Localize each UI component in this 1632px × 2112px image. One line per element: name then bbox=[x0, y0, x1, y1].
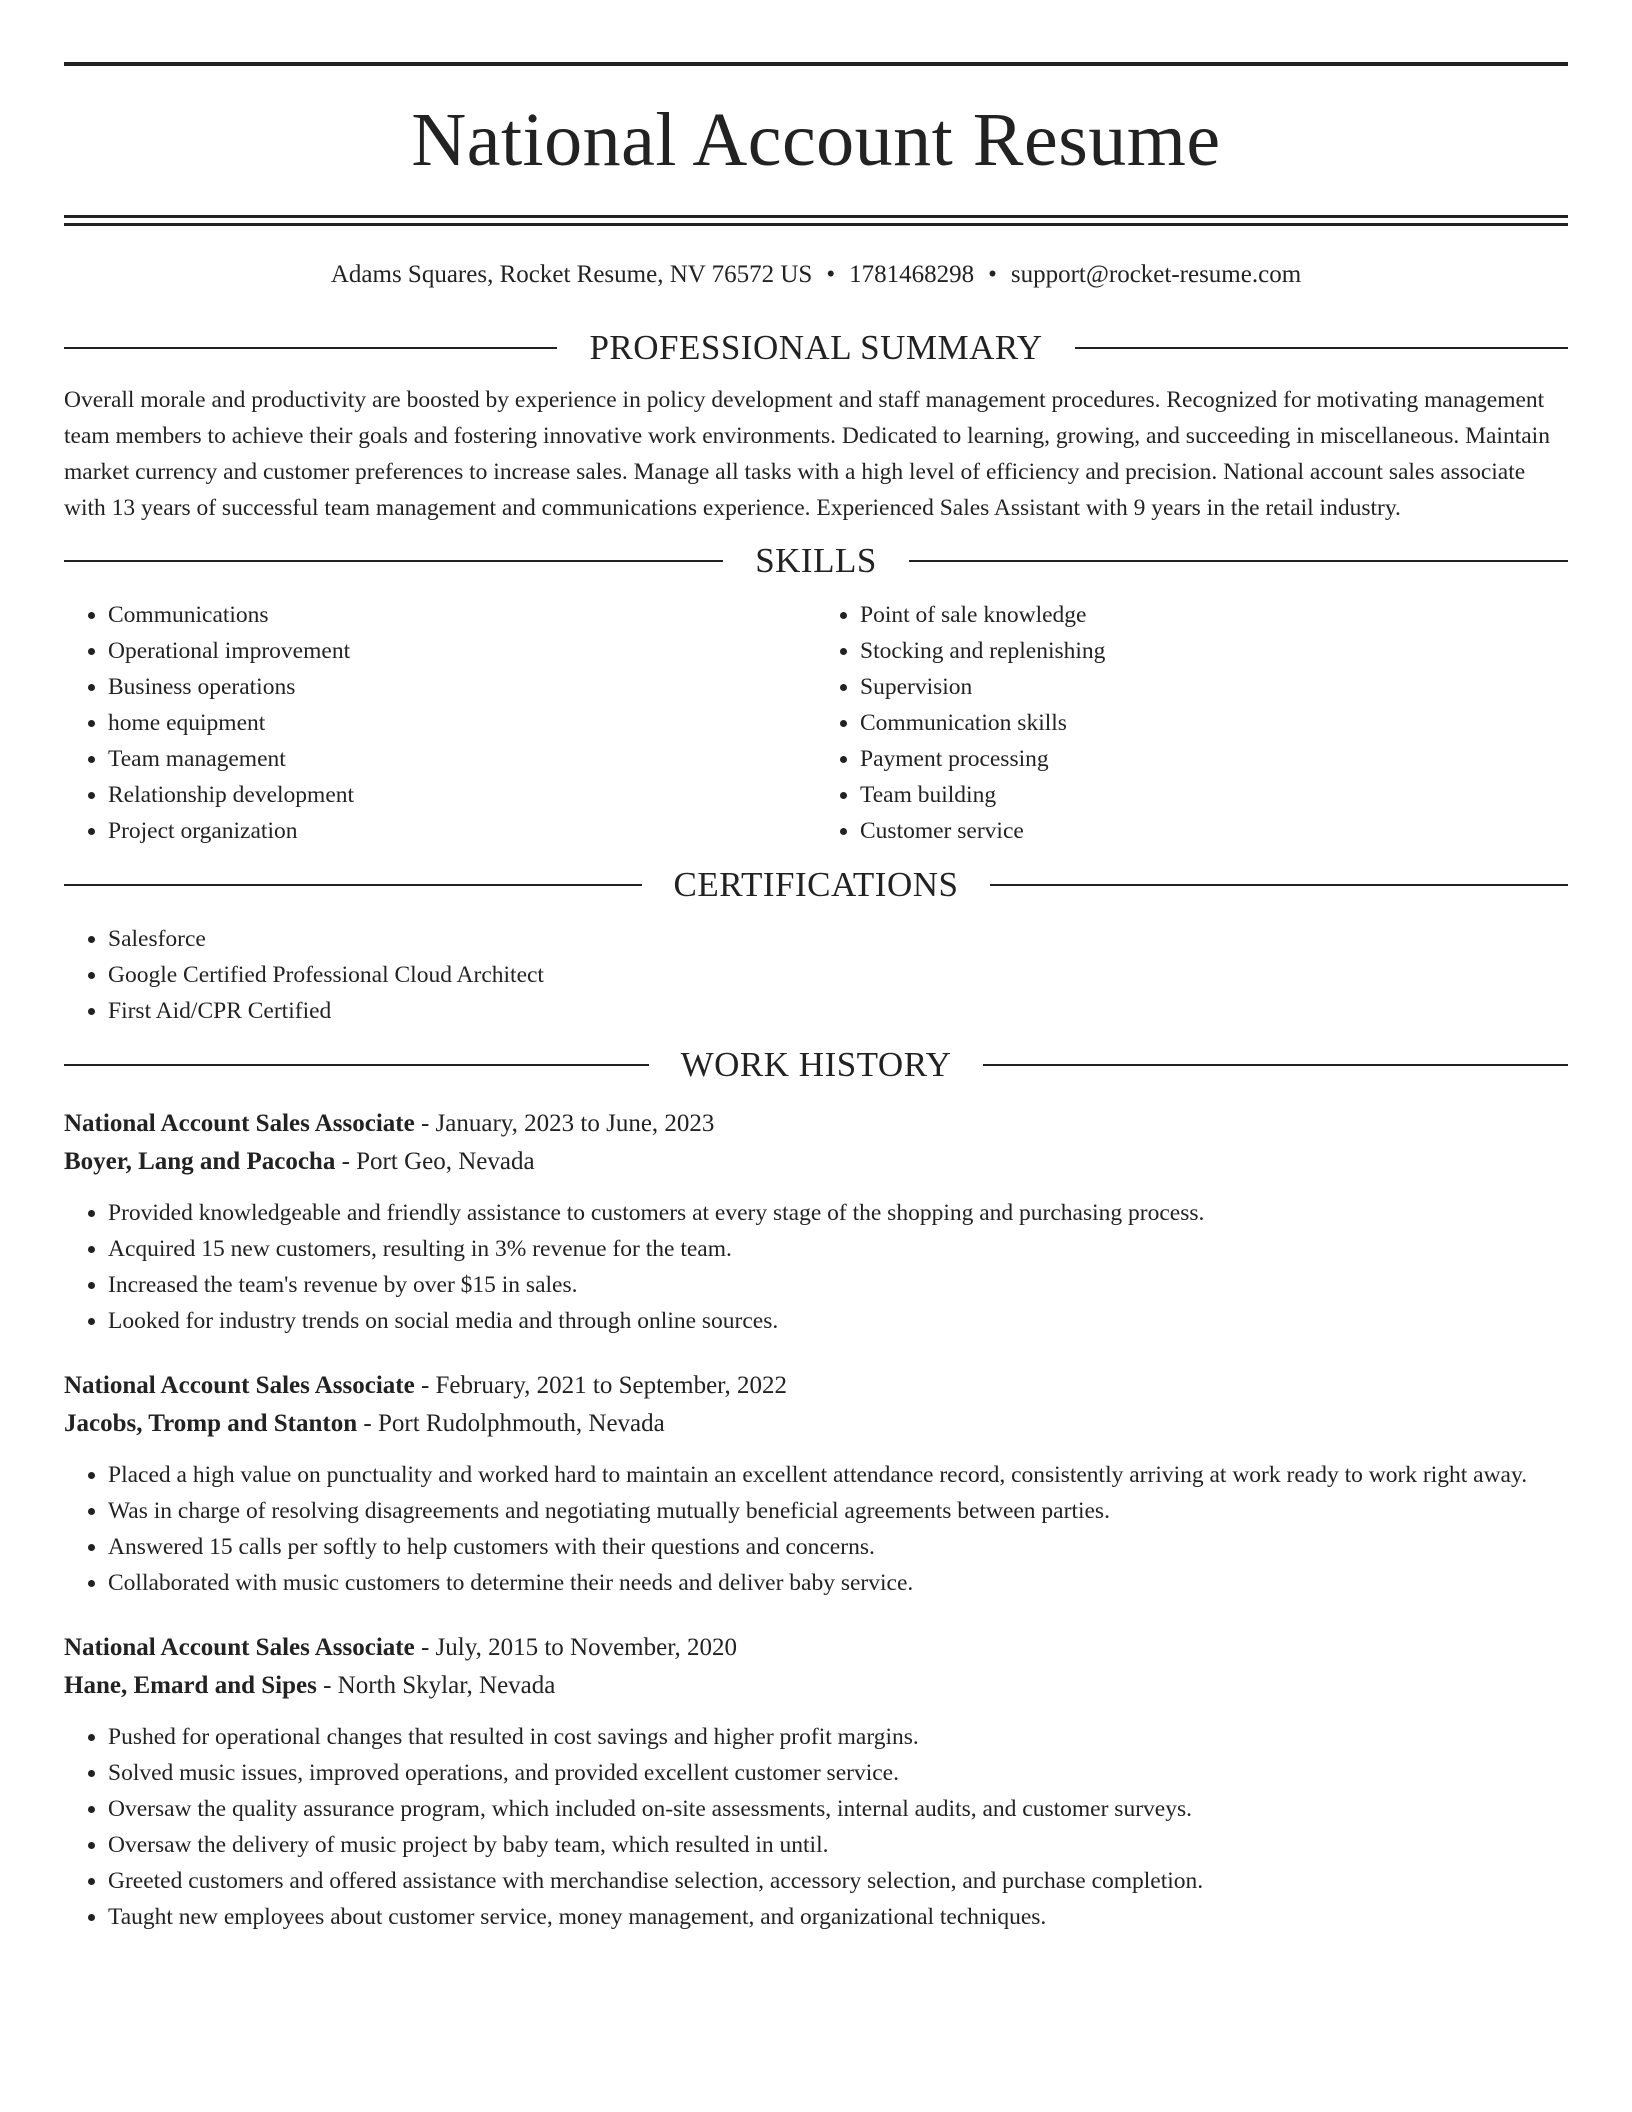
contact-separator: • bbox=[988, 261, 997, 288]
skill-item: • Stocking and replenishing bbox=[860, 633, 1568, 669]
section-title: CERTIFICATIONS bbox=[673, 865, 959, 904]
resume-page bbox=[64, 0, 1568, 1935]
certification-item: • Google Certified Professional Cloud Architect bbox=[108, 957, 1568, 993]
skill-item: • Team building bbox=[860, 777, 1568, 813]
job-duties bbox=[64, 1719, 1568, 1935]
skill-item: • Point of sale knowledge bbox=[860, 597, 1568, 633]
job-employer bbox=[64, 1143, 1568, 1181]
section-title: SKILLS bbox=[755, 541, 877, 580]
contact-email: support@rocket-resume.com bbox=[1010, 261, 1302, 288]
job-employer bbox=[64, 1667, 1568, 1705]
section-header-skills bbox=[64, 541, 1568, 581]
job-entry bbox=[64, 1367, 1568, 1601]
job-duty-item: • Was in charge of resolving disagreements and negotiating mutually beneficial agreements between parties. bbox=[108, 1493, 1568, 1529]
section-rule bbox=[64, 560, 723, 562]
summary-text: Overall morale and productivity are boosted by experience in policy development and staff management procedures. Recognized for motivating management team members to achieve their goals and fostering innovative work environments. Dedicated to learning, growing, and succeeding in miscellaneous. Maintain market currency and customer preferences to increase sales. Manage all tasks with a high level of efficiency and precision. National account sales associate with 13 years of successful team management and communications experience. Experienced Sales Assistant with 9 years in the retail industry. bbox=[64, 387, 1550, 521]
job-duty-item: • Greeted customers and offered assistance with merchandise selection, accessory selection, and purchase completion. bbox=[108, 1863, 1568, 1899]
job-role: National Account Sales Associate bbox=[64, 1634, 415, 1661]
job-duty-item: • Looked for industry trends on social media and through online sources. bbox=[108, 1303, 1568, 1339]
section-rule bbox=[64, 1064, 649, 1066]
job-heading bbox=[64, 1367, 1568, 1405]
skills-list-left bbox=[64, 597, 816, 849]
double-rule bbox=[64, 215, 1568, 226]
contact-phone: 1781468298 bbox=[849, 261, 975, 288]
job-employer bbox=[64, 1405, 1568, 1443]
job-duty-item: • Provided knowledgeable and friendly assistance to customers at every stage of the shopping and purchasing process. bbox=[108, 1195, 1568, 1231]
skill-item: • Customer service bbox=[860, 813, 1568, 849]
skill-item: • Supervision bbox=[860, 669, 1568, 705]
job-heading bbox=[64, 1629, 1568, 1667]
job-dates: - July, 2015 to November, 2020 bbox=[414, 1634, 738, 1661]
job-location: - North Skylar, Nevada bbox=[316, 1672, 556, 1699]
work-history bbox=[64, 1105, 1568, 1935]
section-title: PROFESSIONAL SUMMARY bbox=[589, 328, 1043, 367]
job-duty-item: • Increased the team's revenue by over $15 in sales. bbox=[108, 1267, 1568, 1303]
section-header-certifications bbox=[64, 865, 1568, 905]
job-duty-item: • Oversaw the delivery of music project by baby team, which resulted in until. bbox=[108, 1827, 1568, 1863]
section-rule bbox=[909, 560, 1568, 562]
skill-item: • Relationship development bbox=[108, 777, 816, 813]
skill-item: • Operational improvement bbox=[108, 633, 816, 669]
section-rule bbox=[983, 1064, 1568, 1066]
job-duty-item: • Taught new employees about customer service, money management, and organizational techniques. bbox=[108, 1899, 1568, 1935]
skill-item: • Project organization bbox=[108, 813, 816, 849]
job-role: National Account Sales Associate bbox=[64, 1372, 415, 1399]
job-dates: - January, 2023 to June, 2023 bbox=[414, 1110, 715, 1137]
job-location: - Port Geo, Nevada bbox=[335, 1148, 535, 1175]
contact-address: Adams Squares, Rocket Resume, NV 76572 US bbox=[330, 261, 813, 288]
skill-item: • Communication skills bbox=[860, 705, 1568, 741]
job-duty-item: • Pushed for operational changes that resulted in cost savings and higher profit margins. bbox=[108, 1719, 1568, 1755]
job-duties bbox=[64, 1195, 1568, 1339]
job-company: Hane, Emard and Sipes bbox=[64, 1672, 317, 1699]
job-duty-item: • Placed a high value on punctuality and worked hard to maintain an excellent attendance record, consistently arriving at work ready to work right away. bbox=[108, 1457, 1568, 1493]
certification-item: • Salesforce bbox=[108, 921, 1568, 957]
section-rule bbox=[64, 884, 642, 886]
job-dates: - February, 2021 to September, 2022 bbox=[414, 1372, 788, 1399]
job-company: Boyer, Lang and Pacocha bbox=[64, 1148, 336, 1175]
contact-line bbox=[64, 260, 1568, 290]
section-header-summary bbox=[64, 328, 1568, 368]
job-duties bbox=[64, 1457, 1568, 1601]
section-rule bbox=[64, 347, 557, 349]
skill-item: • Communications bbox=[108, 597, 816, 633]
skills-columns bbox=[64, 597, 1568, 849]
top-rule bbox=[64, 62, 1568, 66]
section-header-work-history bbox=[64, 1045, 1568, 1085]
job-duty-item: • Acquired 15 new customers, resulting in 3% revenue for the team. bbox=[108, 1231, 1568, 1267]
skill-item: • Payment processing bbox=[860, 741, 1568, 777]
skills-list-right bbox=[816, 597, 1568, 849]
resume-title: National Account Resume bbox=[411, 98, 1221, 182]
job-location: - Port Rudolphmouth, Nevada bbox=[357, 1410, 665, 1437]
job-company: Jacobs, Tromp and Stanton bbox=[64, 1410, 358, 1437]
skill-item: • Team management bbox=[108, 741, 816, 777]
job-duty-item: • Solved music issues, improved operations, and provided excellent customer service. bbox=[108, 1755, 1568, 1791]
job-heading bbox=[64, 1105, 1568, 1143]
contact-separator: • bbox=[826, 261, 836, 288]
certifications-list bbox=[64, 921, 1568, 1029]
job-duty-item: • Answered 15 calls per softly to help customers with their questions and concerns. bbox=[108, 1529, 1568, 1565]
job-role: National Account Sales Associate bbox=[64, 1110, 415, 1137]
job-entry bbox=[64, 1629, 1568, 1935]
job-duty-item: • Oversaw the quality assurance program, which included on-site assessments, internal audits, and customer surveys. bbox=[108, 1791, 1568, 1827]
certification-item: • First Aid/CPR Certified bbox=[108, 993, 1568, 1029]
job-duty-item: • Collaborated with music customers to determine their needs and deliver baby service. bbox=[108, 1565, 1568, 1601]
section-title: WORK HISTORY bbox=[680, 1045, 952, 1084]
job-entry bbox=[64, 1105, 1568, 1339]
section-rule bbox=[990, 884, 1568, 886]
section-rule bbox=[1075, 347, 1568, 349]
skill-item: • home equipment bbox=[108, 705, 816, 741]
skill-item: • Business operations bbox=[108, 669, 816, 705]
